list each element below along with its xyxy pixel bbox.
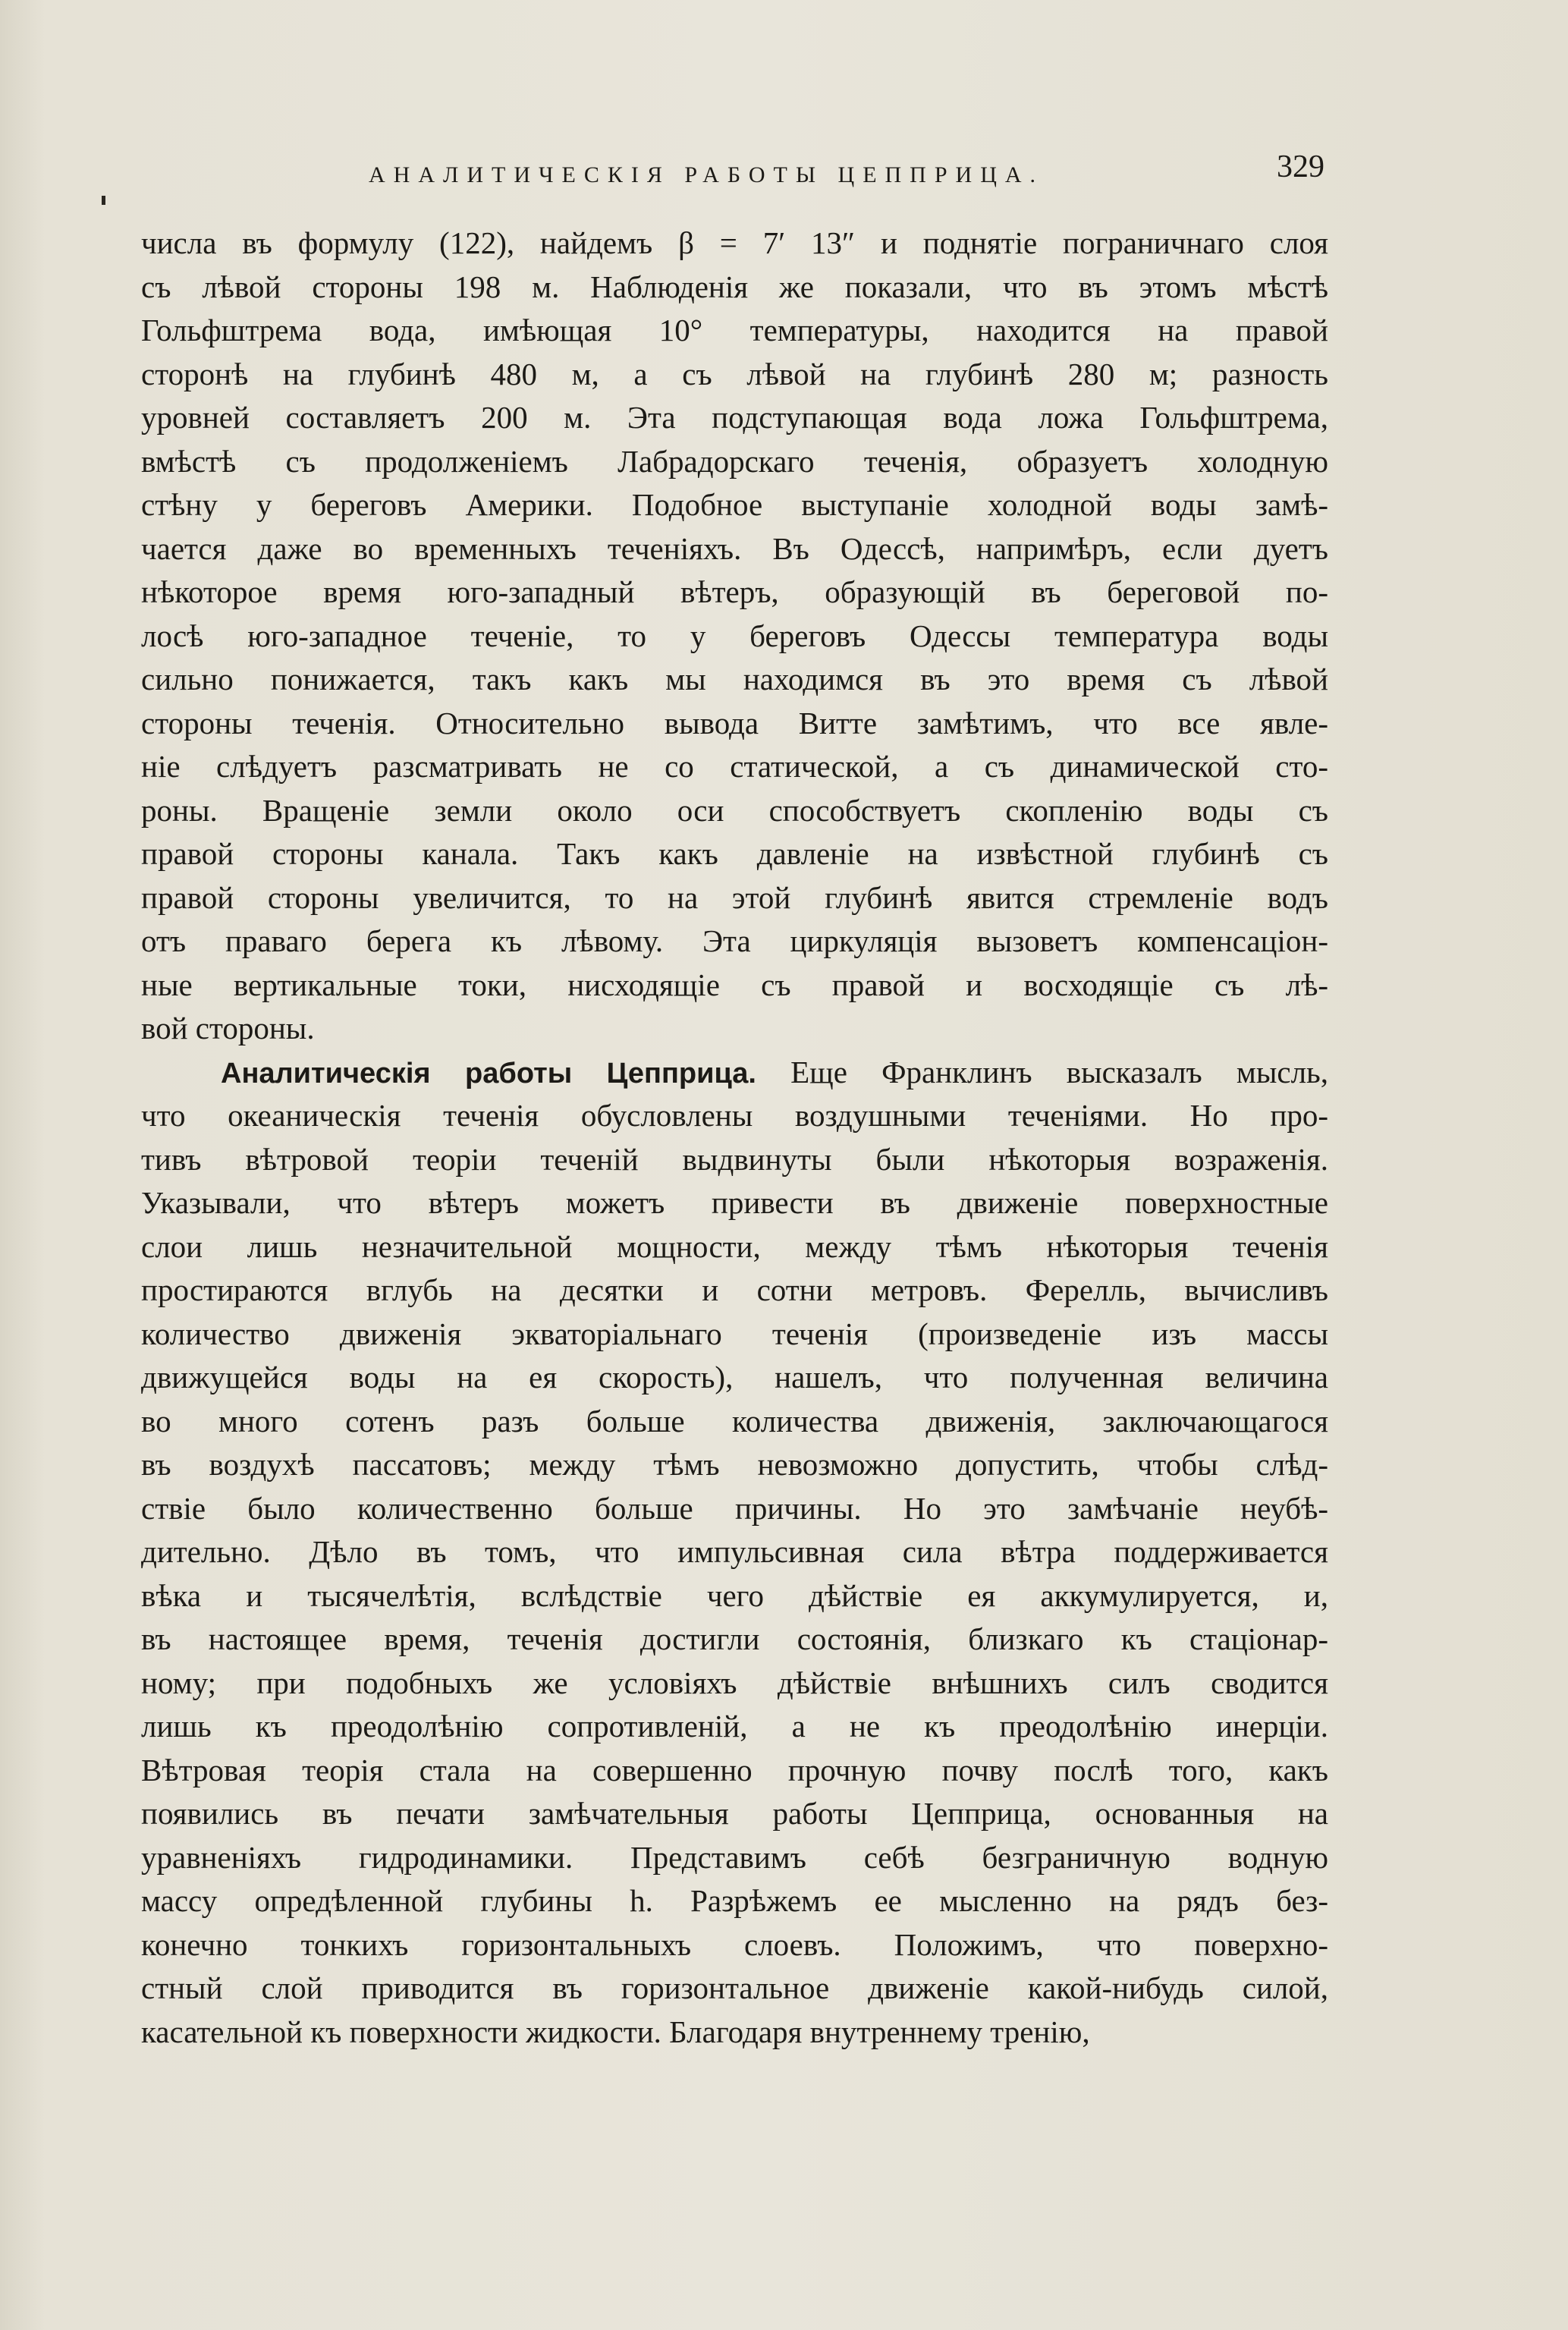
text-line: простираются вглубь на десятки и сотни метровъ. Ферелль, вычисливъ — [141, 1272, 1328, 1307]
text-fragment: Еще Франклинъ высказалъ мысль, — [790, 1054, 1329, 1090]
text-line: лосѣ юго-западное теченіе, то у береговъ Одессы температура воды — [141, 618, 1328, 653]
text-line: во много сотенъ разъ больше количества движенія, заключающагося — [141, 1403, 1328, 1439]
text-line: уравненіяхъ гидродинамики. Представимъ себѣ безграничную водную — [141, 1839, 1328, 1875]
text-line: сторонѣ на глубинѣ 480 м, а съ лѣвой на глубинѣ 280 м; разность — [141, 356, 1328, 391]
text-line: Гольфштрема вода, имѣющая 10° температуры, находится на правой — [141, 313, 1328, 347]
paragraph-2 — [141, 1051, 1328, 2055]
body-text — [141, 222, 1328, 2054]
text-line: Вѣтровая теорія стала на совершенно прочную почву послѣ того, какъ — [141, 1752, 1328, 1788]
text-line: ствіе было количественно больше причины. Но это замѣчаніе неубѣ- — [141, 1490, 1328, 1526]
section-heading: Аналитическія работы Цепприца. — [221, 1057, 756, 1090]
text-line: вѣка и тысячелѣтія, вслѣдствіе чего дѣйствіе ея аккумулируется, и, — [141, 1577, 1328, 1613]
text-line: что океаническія теченія обусловлены воздушными теченіями. Но про- — [141, 1098, 1328, 1133]
text-line: чается даже во временныхъ теченіяхъ. Въ Одессѣ, напримѣръ, если дуетъ — [141, 530, 1328, 566]
text-line: вмѣстѣ съ продолженіемъ Лабрадорскаго теченія, образуетъ холодную — [141, 443, 1328, 479]
text-line: въ воздухѣ пассатовъ; между тѣмъ невозможно допустить, чтобы слѣд- — [141, 1447, 1328, 1482]
text-line: ному; при подобныхъ же условіяхъ дѣйствіе внѣшнихъ силъ сводится — [141, 1665, 1328, 1700]
margin-mark — [102, 196, 105, 205]
text-line: конечно тонкихъ горизонтальныхъ слоевъ. Положимъ, что поверхно- — [141, 1926, 1328, 1962]
text-line: роны. Вращеніе земли около оси способствуетъ скопленію воды съ — [141, 792, 1328, 828]
text-line: съ лѣвой стороны 198 м. Наблюденія же показали, что въ этомъ мѣстѣ — [141, 269, 1328, 304]
running-title: АНАЛИТИЧЕСКІЯ РАБОТЫ ЦЕППРИЦА. — [369, 162, 1045, 187]
page-number: 329 — [1277, 149, 1324, 184]
paragraph-1 — [141, 222, 1328, 1051]
text-line: лишь къ преодолѣнію сопротивленій, а не къ преодолѣнію инерціи. — [141, 1709, 1328, 1744]
page-header — [141, 149, 1324, 202]
text-line: движущейся воды на ея скорость), нашелъ, что полученная величина — [141, 1360, 1328, 1395]
text-line: правой стороны канала. Такъ какъ давленіе на извѣстной глубинѣ съ — [141, 836, 1328, 871]
text-line: уровней составляетъ 200 м. Эта подступающая вода ложа Гольфштрема, — [141, 400, 1328, 435]
text-line: касательной къ поверхности жидкости. Благодаря внутреннему тренію, — [141, 2014, 1090, 2049]
text-line: ніе слѣдуетъ разсматривать не со статической, а съ динамической сто- — [141, 749, 1328, 784]
text-line: нѣкоторое время юго-западный вѣтеръ, образующій въ береговой по- — [141, 574, 1328, 609]
text-line: массу опредѣленной глубины h. Разрѣжемъ ее мысленно на рядъ без- — [141, 1883, 1328, 1918]
text-line: въ настоящее время, теченія достигли состоянія, близкаго къ стаціонар- — [141, 1621, 1328, 1656]
text-line: слои лишь незначительной мощности, между тѣмъ нѣкоторыя теченія — [141, 1228, 1328, 1264]
text-line: вой стороны. — [141, 1011, 315, 1046]
text-line: количество движенія экваторіальнаго теченія (произведеніе изъ массы — [141, 1316, 1328, 1351]
text-line: Указывали, что вѣтеръ можетъ привести въ движеніе поверхностные — [141, 1185, 1328, 1220]
text-line: стѣну у береговъ Америки. Подобное выступаніе холодной воды замѣ- — [141, 487, 1328, 522]
text-line — [141, 1051, 1328, 1095]
text-line: тивъ вѣтровой теоріи теченій выдвинуты были нѣкоторыя возраженія. — [141, 1141, 1328, 1177]
text-line: отъ праваго берега къ лѣвому. Эта циркуляція вызоветъ компенсаціон- — [141, 923, 1328, 958]
text-line: стный слой приводится въ горизонтальное движеніе какой-нибудь силой, — [141, 1970, 1328, 2005]
text-line: правой стороны увеличится, то на этой глубинѣ явится стремленіе водъ — [141, 879, 1328, 915]
text-line: ные вертикальные токи, нисходящіе съ правой и восходящіе съ лѣ- — [141, 967, 1328, 1002]
text-line: сильно понижается, такъ какъ мы находимся въ это время съ лѣвой — [141, 662, 1328, 696]
text-line: появились въ печати замѣчательныя работы Цепприца, основанныя на — [141, 1796, 1328, 1831]
text-line: стороны теченія. Относительно вывода Витте замѣтимъ, что все явле- — [141, 705, 1328, 741]
text-line: дительно. Дѣло въ томъ, что импульсивная сила вѣтра поддерживается — [141, 1534, 1328, 1569]
text-line: числа въ формулу (122), найдемъ β = 7′ 13″ и поднятіе пограничнаго слоя — [141, 225, 1328, 260]
